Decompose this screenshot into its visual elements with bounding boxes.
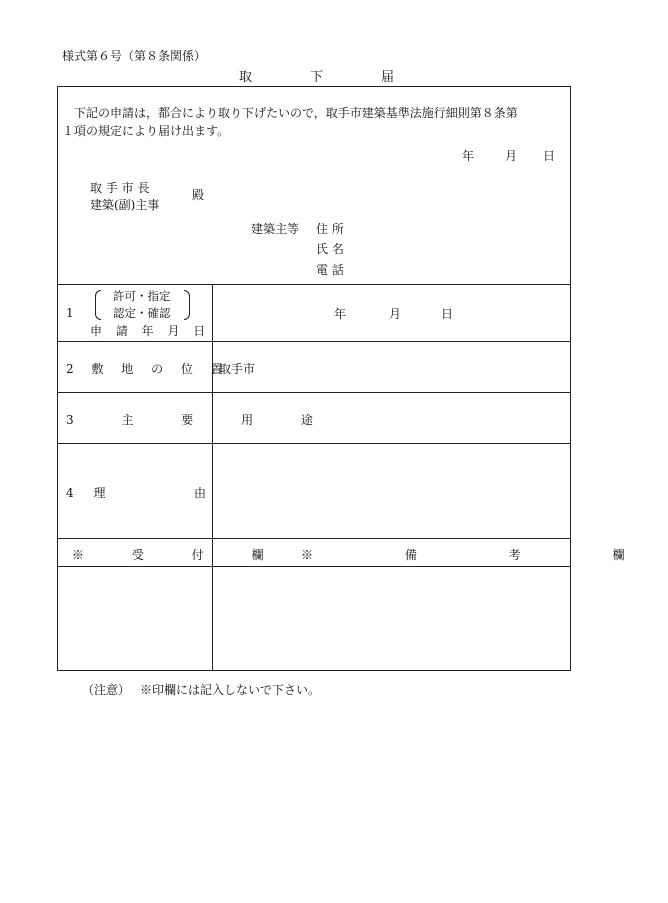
phone-label: 電 話 — [316, 263, 344, 277]
date-day-label: 日 — [543, 149, 556, 163]
left-bracket — [95, 290, 101, 320]
note-label: （注意） — [82, 683, 131, 697]
main-use-label: 3 主 要 用 途 — [66, 413, 335, 427]
site-location-value: 取手市 — [219, 362, 256, 376]
form-frame — [57, 86, 571, 671]
form-number: 様式第６号（第８条関係） — [62, 49, 207, 63]
column-divider — [212, 284, 213, 671]
row1-year-label: 年 — [334, 307, 347, 321]
divider-row1 — [57, 341, 571, 342]
addressee-mayor: 取 手 市 長 — [90, 181, 150, 195]
divider-footer-header — [57, 566, 571, 567]
addressee-building-official: 建築(副)主事 — [90, 198, 160, 212]
row1-month-label: 月 — [389, 307, 402, 321]
name-label: 氏 名 — [316, 242, 344, 256]
permit-option-line1: 許可・指定 — [113, 289, 171, 303]
application-date-label: 申 請 年 月 日 — [90, 324, 211, 338]
divider-row4 — [57, 538, 571, 539]
applicant-label: 建築主等 — [251, 222, 300, 236]
remarks-column-header: ※ 備 考 欄 — [301, 548, 668, 562]
reception-column-header: ※ 受 付 欄 — [72, 548, 286, 562]
date-month-label: 月 — [505, 149, 518, 163]
divider-row3 — [57, 443, 571, 444]
declaration-text-line2: １項の規定により届け出ます。 — [62, 124, 230, 138]
row1-number: 1 — [66, 306, 74, 320]
honorific-label: 殿 — [192, 188, 205, 202]
form-title: 取下届 — [239, 70, 453, 85]
row1-day-label: 日 — [441, 307, 454, 321]
divider-declaration — [57, 284, 571, 285]
reason-label-right: 由 — [194, 486, 207, 500]
reason-label-left: 4 理 — [66, 486, 114, 500]
right-bracket — [184, 290, 190, 320]
site-location-label: 2 敷 地 の 位 置 — [66, 362, 230, 376]
address-label: 住 所 — [316, 222, 344, 236]
declaration-text-line1: 下記の申請は，都合により取り下げたいので，取手市建築基準法施行細則第８条第 — [74, 106, 518, 120]
note-text: ※印欄には記入しないで下さい。 — [140, 683, 321, 697]
divider-row2 — [57, 392, 571, 393]
date-year-label: 年 — [462, 149, 475, 163]
permit-option-line2: 認定・確認 — [113, 306, 171, 320]
